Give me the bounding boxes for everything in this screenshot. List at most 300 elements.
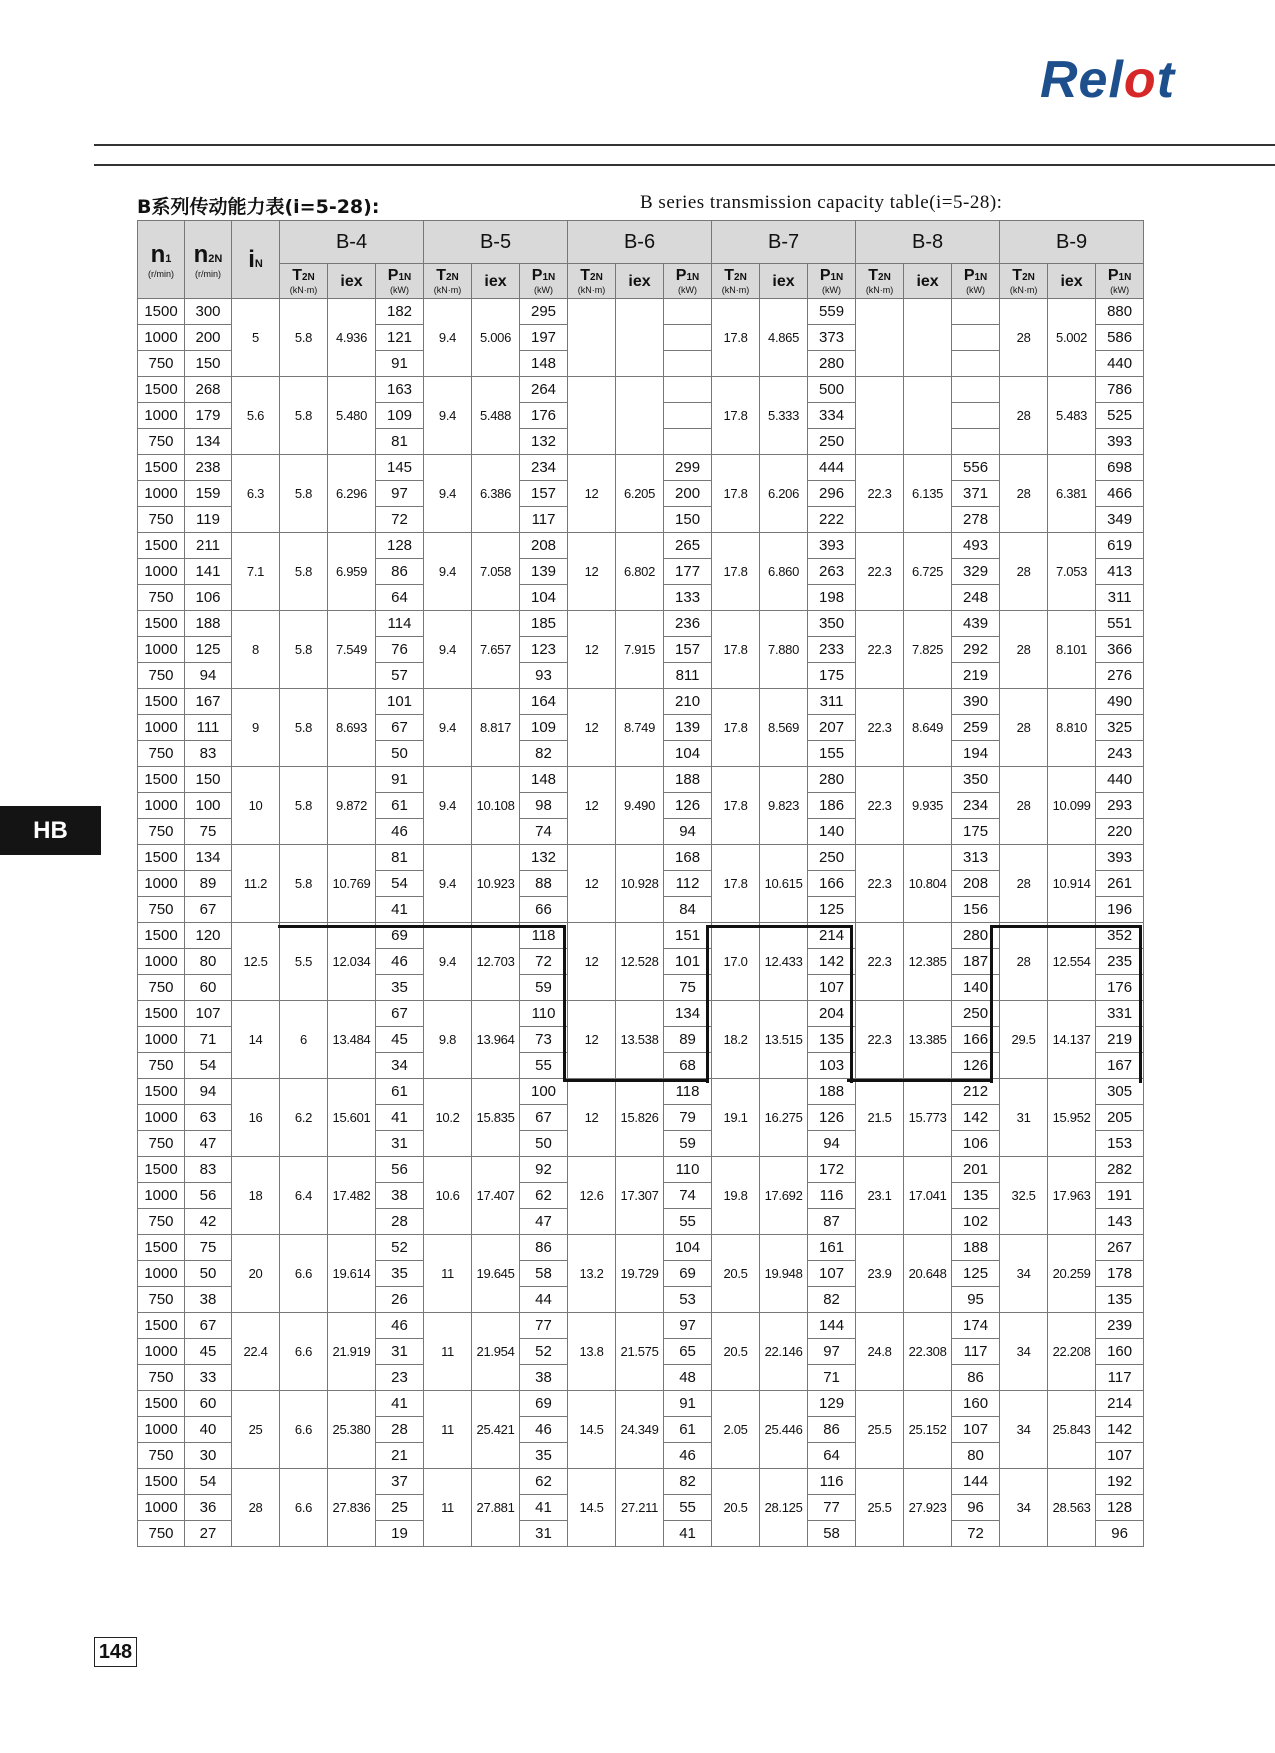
cell-p1n: 235 (1096, 949, 1144, 975)
cell-p1n: 236 (664, 611, 712, 637)
cell-iex: 7.880 (760, 611, 808, 689)
cell-p1n: 133 (664, 585, 712, 611)
cell-iex: 6.381 (1048, 455, 1096, 533)
cell-iex: 5.333 (760, 377, 808, 455)
subheader-p1n: P1N (kW) (520, 264, 568, 299)
cell-p1n: 73 (520, 1027, 568, 1053)
cell-t2n: 17.8 (712, 455, 760, 533)
cell-iex: 19.614 (328, 1235, 376, 1313)
cell-p1n: 280 (808, 351, 856, 377)
cell-n1: 750 (138, 351, 185, 377)
cell-p1n: 104 (664, 1235, 712, 1261)
cell-p1n (664, 299, 712, 325)
cell-p1n: 75 (664, 975, 712, 1001)
cell-p1n: 126 (808, 1105, 856, 1131)
cell-p1n: 132 (520, 845, 568, 871)
cell-n1: 1000 (138, 1027, 185, 1053)
cell-p1n: 52 (520, 1339, 568, 1365)
cell-p1n: 263 (808, 559, 856, 585)
cell-in: 11.2 (232, 845, 280, 923)
table-row (138, 767, 1144, 793)
cell-t2n: 20.5 (712, 1235, 760, 1313)
cell-p1n: 117 (952, 1339, 1000, 1365)
cell-p1n: 26 (376, 1287, 424, 1313)
cell-p1n: 261 (1096, 871, 1144, 897)
cell-n2n: 54 (185, 1469, 232, 1495)
cell-n2n: 119 (185, 507, 232, 533)
cell-p1n: 74 (520, 819, 568, 845)
cell-p1n: 366 (1096, 637, 1144, 663)
cell-n1: 1000 (138, 871, 185, 897)
cell-iex: 21.575 (616, 1313, 664, 1391)
cell-p1n: 82 (808, 1287, 856, 1313)
cell-p1n: 35 (376, 975, 424, 1001)
cell-p1n: 66 (520, 897, 568, 923)
cell-p1n: 172 (808, 1157, 856, 1183)
cell-n2n: 100 (185, 793, 232, 819)
subheader-iex: iex (616, 264, 664, 299)
cell-p1n: 200 (664, 481, 712, 507)
cell-p1n: 313 (952, 845, 1000, 871)
cell-t2n (856, 299, 904, 377)
cell-n1: 1000 (138, 325, 185, 351)
cell-p1n: 500 (808, 377, 856, 403)
cell-iex: 17.407 (472, 1157, 520, 1235)
cell-t2n: 28 (1000, 611, 1048, 689)
cell-p1n: 59 (520, 975, 568, 1001)
cell-iex: 22.308 (904, 1313, 952, 1391)
cell-n2n: 94 (185, 663, 232, 689)
cell-n2n: 111 (185, 715, 232, 741)
cell-t2n: 24.8 (856, 1313, 904, 1391)
subheader-iex: iex (904, 264, 952, 299)
cell-t2n: 12 (568, 533, 616, 611)
cell-n2n: 211 (185, 533, 232, 559)
cell-t2n: 23.1 (856, 1157, 904, 1235)
cell-n1: 750 (138, 819, 185, 845)
cell-n1: 1500 (138, 299, 185, 325)
cell-in: 5.6 (232, 377, 280, 455)
cell-t2n: 12 (568, 767, 616, 845)
cell-p1n: 207 (808, 715, 856, 741)
cell-p1n: 55 (520, 1053, 568, 1079)
cell-iex: 12.034 (328, 923, 376, 1001)
cell-n2n: 150 (185, 351, 232, 377)
cell-iex: 19.645 (472, 1235, 520, 1313)
cell-p1n: 140 (952, 975, 1000, 1001)
cell-t2n: 28 (1000, 455, 1048, 533)
cell-p1n: 250 (952, 1001, 1000, 1027)
cell-n1: 1000 (138, 1417, 185, 1443)
cell-p1n: 107 (808, 1261, 856, 1287)
cell-n1: 750 (138, 975, 185, 1001)
cell-n1: 750 (138, 1053, 185, 1079)
cell-t2n: 28 (1000, 299, 1048, 377)
cell-p1n: 25 (376, 1495, 424, 1521)
cell-iex: 7.058 (472, 533, 520, 611)
cell-p1n: 371 (952, 481, 1000, 507)
cell-iex: 8.693 (328, 689, 376, 767)
cell-p1n: 139 (664, 715, 712, 741)
cell-iex: 13.515 (760, 1001, 808, 1079)
cell-t2n: 34 (1000, 1235, 1048, 1313)
cell-p1n: 292 (952, 637, 1000, 663)
cell-n2n: 106 (185, 585, 232, 611)
cell-iex: 25.421 (472, 1391, 520, 1469)
cell-n2n: 75 (185, 819, 232, 845)
cell-p1n: 61 (376, 1079, 424, 1105)
cell-p1n: 67 (520, 1105, 568, 1131)
table-row (138, 377, 1144, 403)
cell-iex: 10.769 (328, 845, 376, 923)
cell-p1n: 239 (1096, 1313, 1144, 1339)
cell-p1n: 176 (520, 403, 568, 429)
cell-t2n: 17.8 (712, 533, 760, 611)
cell-p1n: 305 (1096, 1079, 1144, 1105)
table-title-en: B series transmission capacity table(i=5-28): (640, 192, 1003, 213)
cell-iex: 5.002 (1048, 299, 1096, 377)
cell-t2n: 22.3 (856, 611, 904, 689)
cell-p1n: 160 (1096, 1339, 1144, 1365)
cell-p1n (952, 377, 1000, 403)
cell-t2n: 6.6 (280, 1235, 328, 1313)
cell-t2n: 12 (568, 923, 616, 1001)
cell-iex: 15.773 (904, 1079, 952, 1157)
cell-p1n: 41 (520, 1495, 568, 1521)
cell-iex: 27.211 (616, 1469, 664, 1547)
cell-p1n: 46 (376, 1313, 424, 1339)
cell-p1n (664, 377, 712, 403)
table-row (138, 1079, 1144, 1105)
cell-iex: 6.206 (760, 455, 808, 533)
cell-p1n: 58 (520, 1261, 568, 1287)
cell-t2n: 5.8 (280, 611, 328, 689)
cell-n1: 1500 (138, 533, 185, 559)
cell-iex: 6.860 (760, 533, 808, 611)
cell-p1n: 94 (808, 1131, 856, 1157)
cell-t2n: 10.2 (424, 1079, 472, 1157)
cell-p1n: 86 (520, 1235, 568, 1261)
cell-p1n: 166 (808, 871, 856, 897)
cell-p1n: 96 (952, 1495, 1000, 1521)
cell-t2n: 20.5 (712, 1313, 760, 1391)
cell-p1n: 80 (952, 1443, 1000, 1469)
cell-n1: 750 (138, 507, 185, 533)
cell-p1n: 144 (952, 1469, 1000, 1495)
cell-p1n: 295 (520, 299, 568, 325)
cell-n2n: 42 (185, 1209, 232, 1235)
cell-p1n: 299 (664, 455, 712, 481)
cell-p1n: 296 (808, 481, 856, 507)
cell-iex: 16.275 (760, 1079, 808, 1157)
cell-n2n: 40 (185, 1417, 232, 1443)
cell-p1n: 74 (664, 1183, 712, 1209)
cell-n1: 750 (138, 1287, 185, 1313)
subheader-t2n: T2N (kN·m) (712, 264, 760, 299)
cell-iex: 17.692 (760, 1157, 808, 1235)
cell-p1n: 125 (808, 897, 856, 923)
cell-p1n: 87 (808, 1209, 856, 1235)
cell-iex: 13.484 (328, 1001, 376, 1079)
cell-t2n: 9.4 (424, 299, 472, 377)
cell-p1n: 248 (952, 585, 1000, 611)
cell-t2n: 25.5 (856, 1391, 904, 1469)
cell-p1n: 278 (952, 507, 1000, 533)
cell-iex: 19.729 (616, 1235, 664, 1313)
cell-p1n: 110 (520, 1001, 568, 1027)
cell-p1n: 551 (1096, 611, 1144, 637)
cell-iex (904, 299, 952, 377)
cell-n2n: 188 (185, 611, 232, 637)
cell-p1n: 57 (376, 663, 424, 689)
subheader-p1n: P1N (kW) (376, 264, 424, 299)
table-row (138, 923, 1144, 949)
cell-p1n: 490 (1096, 689, 1144, 715)
cell-t2n: 11 (424, 1391, 472, 1469)
cell-iex: 9.490 (616, 767, 664, 845)
cell-p1n: 177 (664, 559, 712, 585)
cell-p1n: 196 (1096, 897, 1144, 923)
cell-p1n: 45 (376, 1027, 424, 1053)
cell-p1n: 250 (808, 845, 856, 871)
cell-p1n: 62 (520, 1183, 568, 1209)
cell-p1n: 440 (1096, 767, 1144, 793)
cell-in: 7.1 (232, 533, 280, 611)
cell-t2n: 5.8 (280, 767, 328, 845)
cell-p1n: 150 (664, 507, 712, 533)
cell-p1n: 94 (664, 819, 712, 845)
cell-p1n: 86 (952, 1365, 1000, 1391)
cell-p1n: 97 (376, 481, 424, 507)
table-row (138, 1313, 1144, 1339)
cell-t2n: 34 (1000, 1313, 1048, 1391)
cell-t2n: 23.9 (856, 1235, 904, 1313)
cell-t2n: 5.8 (280, 845, 328, 923)
subheader-p1n: P1N (kW) (1096, 264, 1144, 299)
cell-p1n: 46 (664, 1443, 712, 1469)
group-header-b8: B-8 (856, 221, 1000, 264)
cell-n2n: 33 (185, 1365, 232, 1391)
table-row (138, 1157, 1144, 1183)
cell-iex: 25.446 (760, 1391, 808, 1469)
cell-n1: 1000 (138, 403, 185, 429)
cell-iex: 7.053 (1048, 533, 1096, 611)
cell-t2n: 22.3 (856, 455, 904, 533)
cell-iex: 10.914 (1048, 845, 1096, 923)
cell-t2n: 28 (1000, 923, 1048, 1001)
cell-iex: 20.648 (904, 1235, 952, 1313)
cell-n2n: 80 (185, 949, 232, 975)
cell-p1n: 134 (664, 1001, 712, 1027)
cell-p1n (664, 351, 712, 377)
cell-p1n: 188 (808, 1079, 856, 1105)
cell-iex: 10.923 (472, 845, 520, 923)
cell-t2n: 5.8 (280, 455, 328, 533)
cell-p1n: 194 (952, 741, 1000, 767)
cell-p1n: 157 (520, 481, 568, 507)
cell-p1n: 151 (664, 923, 712, 949)
cell-p1n: 112 (664, 871, 712, 897)
cell-n2n: 150 (185, 767, 232, 793)
cell-n1: 1500 (138, 845, 185, 871)
cell-p1n: 31 (376, 1339, 424, 1365)
cell-p1n: 220 (1096, 819, 1144, 845)
cell-t2n: 11 (424, 1313, 472, 1391)
cell-n1: 1500 (138, 923, 185, 949)
cell-in: 5 (232, 299, 280, 377)
cell-iex: 22.146 (760, 1313, 808, 1391)
cell-t2n: 32.5 (1000, 1157, 1048, 1235)
cell-p1n: 56 (376, 1157, 424, 1183)
cell-p1n: 41 (376, 897, 424, 923)
cell-p1n: 59 (664, 1131, 712, 1157)
group-header-b9: B-9 (1000, 221, 1144, 264)
cell-p1n: 145 (376, 455, 424, 481)
cell-n1: 1000 (138, 1261, 185, 1287)
cell-n2n: 125 (185, 637, 232, 663)
cell-p1n: 21 (376, 1443, 424, 1469)
cell-t2n: 10.6 (424, 1157, 472, 1235)
cell-iex: 9.935 (904, 767, 952, 845)
cell-in: 22.4 (232, 1313, 280, 1391)
cell-t2n: 5.5 (280, 923, 328, 1001)
cell-n2n: 60 (185, 1391, 232, 1417)
col-header-n1: n1 (r/min) (138, 221, 185, 299)
cell-p1n: 413 (1096, 559, 1144, 585)
cell-iex: 4.865 (760, 299, 808, 377)
cell-p1n: 72 (376, 507, 424, 533)
cell-iex: 5.006 (472, 299, 520, 377)
cell-n2n: 50 (185, 1261, 232, 1287)
cell-p1n: 264 (520, 377, 568, 403)
cell-p1n: 197 (520, 325, 568, 351)
cell-p1n: 140 (808, 819, 856, 845)
cell-p1n: 210 (664, 689, 712, 715)
cell-iex: 13.538 (616, 1001, 664, 1079)
cell-p1n: 82 (520, 741, 568, 767)
cell-p1n: 135 (952, 1183, 1000, 1209)
cell-p1n: 28 (376, 1417, 424, 1443)
cell-iex: 10.615 (760, 845, 808, 923)
cell-n2n: 83 (185, 741, 232, 767)
cell-n1: 1500 (138, 1001, 185, 1027)
cell-n2n: 75 (185, 1235, 232, 1261)
cell-n1: 1000 (138, 1339, 185, 1365)
cell-iex: 17.482 (328, 1157, 376, 1235)
cell-p1n: 92 (520, 1157, 568, 1183)
cell-t2n: 17.8 (712, 299, 760, 377)
cell-p1n: 81 (376, 429, 424, 455)
cell-p1n: 166 (952, 1027, 1000, 1053)
cell-t2n: 2.05 (712, 1391, 760, 1469)
cell-t2n: 28 (1000, 533, 1048, 611)
cell-p1n: 37 (376, 1469, 424, 1495)
cell-p1n: 69 (376, 923, 424, 949)
cell-p1n: 786 (1096, 377, 1144, 403)
cell-iex: 22.208 (1048, 1313, 1096, 1391)
cell-iex (616, 377, 664, 455)
cell-iex: 25.380 (328, 1391, 376, 1469)
cell-n2n: 268 (185, 377, 232, 403)
cell-t2n: 5.8 (280, 299, 328, 377)
cell-iex: 5.483 (1048, 377, 1096, 455)
cell-p1n: 222 (808, 507, 856, 533)
cell-p1n: 219 (952, 663, 1000, 689)
cell-t2n: 22.3 (856, 533, 904, 611)
cell-p1n: 325 (1096, 715, 1144, 741)
cell-t2n: 34 (1000, 1391, 1048, 1469)
subheader-t2n: T2N (kN·m) (1000, 264, 1048, 299)
cell-iex: 8.749 (616, 689, 664, 767)
cell-p1n: 282 (1096, 1157, 1144, 1183)
brand-logo: Relot (1040, 51, 1176, 109)
cell-p1n: 41 (376, 1105, 424, 1131)
cell-p1n: 117 (1096, 1365, 1144, 1391)
subheader-iex: iex (328, 264, 376, 299)
cell-p1n: 148 (520, 767, 568, 793)
cell-p1n: 192 (1096, 1469, 1144, 1495)
cell-n1: 1500 (138, 455, 185, 481)
cell-p1n: 559 (808, 299, 856, 325)
cell-n1: 1000 (138, 715, 185, 741)
cell-t2n: 6 (280, 1001, 328, 1079)
cell-p1n: 19 (376, 1521, 424, 1547)
cell-iex: 15.826 (616, 1079, 664, 1157)
cell-p1n: 280 (952, 923, 1000, 949)
cell-p1n: 61 (664, 1417, 712, 1443)
cell-p1n: 293 (1096, 793, 1144, 819)
cell-n1: 1500 (138, 1313, 185, 1339)
cell-iex: 8.810 (1048, 689, 1096, 767)
cell-p1n: 31 (376, 1131, 424, 1157)
cell-t2n (568, 299, 616, 377)
cell-t2n: 13.8 (568, 1313, 616, 1391)
cell-n2n: 107 (185, 1001, 232, 1027)
cell-p1n: 48 (664, 1365, 712, 1391)
cell-iex: 12.385 (904, 923, 952, 1001)
page-number: 148 (94, 1637, 137, 1667)
cell-n1: 1500 (138, 1469, 185, 1495)
cell-n1: 1000 (138, 1495, 185, 1521)
cell-p1n: 96 (1096, 1521, 1144, 1547)
cell-t2n: 12 (568, 1079, 616, 1157)
cell-n2n: 47 (185, 1131, 232, 1157)
cell-p1n: 175 (952, 819, 1000, 845)
cell-p1n: 393 (1096, 429, 1144, 455)
cell-p1n: 125 (952, 1261, 1000, 1287)
cell-iex: 7.915 (616, 611, 664, 689)
cell-p1n (664, 403, 712, 429)
cell-p1n: 182 (376, 299, 424, 325)
cell-n2n: 60 (185, 975, 232, 1001)
cell-iex: 17.307 (616, 1157, 664, 1235)
cell-p1n: 393 (1096, 845, 1144, 871)
cell-t2n: 5.8 (280, 533, 328, 611)
cell-t2n: 5.8 (280, 377, 328, 455)
cell-t2n: 22.3 (856, 845, 904, 923)
cell-iex: 8.649 (904, 689, 952, 767)
cell-n1: 1000 (138, 559, 185, 585)
cell-p1n: 55 (664, 1495, 712, 1521)
cell-iex: 9.823 (760, 767, 808, 845)
cell-p1n: 311 (1096, 585, 1144, 611)
cell-p1n (664, 325, 712, 351)
cell-p1n: 250 (808, 429, 856, 455)
cell-p1n: 77 (520, 1313, 568, 1339)
cell-p1n (952, 325, 1000, 351)
cell-t2n: 17.0 (712, 923, 760, 1001)
cell-n1: 750 (138, 1131, 185, 1157)
